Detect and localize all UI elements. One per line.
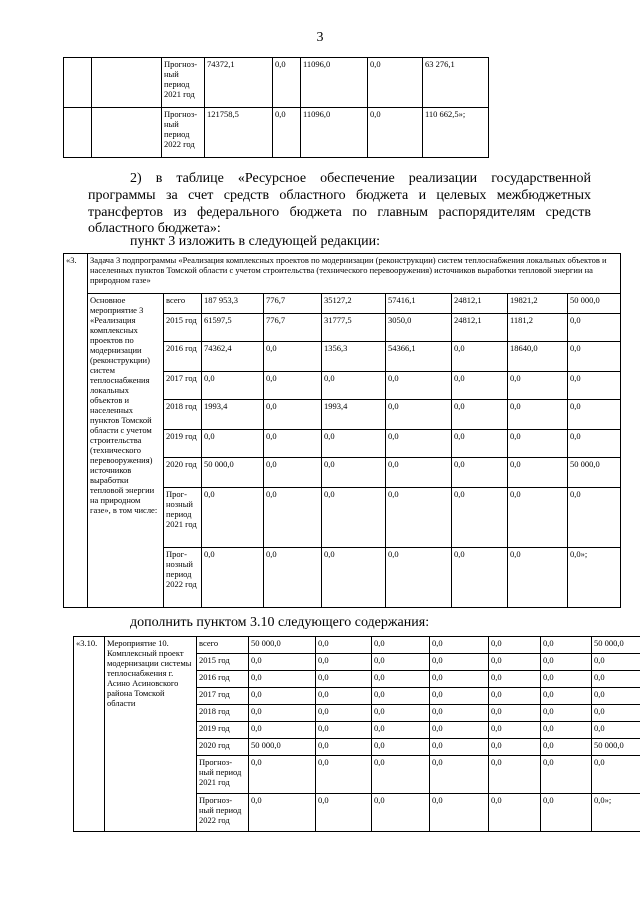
value-cell: 0,0 [368,58,423,108]
value-cell: 0,0 [489,722,541,739]
value-cell: 0,0 [202,548,264,608]
value-cell: 0,0 [592,756,640,794]
period-cell: 2015 год [164,314,202,342]
table-row [64,294,621,314]
value-cell: 0,0 [386,548,452,608]
value-cell: 0,0 [489,688,541,705]
value-cell: 11096,0 [301,108,368,158]
value-cell: 0,0 [202,430,264,458]
value-cell: 0,0 [592,722,640,739]
value-cell: 0,0 [452,458,508,488]
value-cell: 50 000,0 [592,739,640,756]
value-cell: 0,0 [508,548,568,608]
value-cell: 0,0 [372,671,430,688]
value-cell: 0,0 [541,688,592,705]
value-cell: 50 000,0 [568,458,621,488]
value-cell: 0,0 [489,739,541,756]
value-cell: 0,0 [568,342,621,372]
value-cell: 0,0 [316,688,372,705]
period-cell: Прогноз-ный период 2022 год [162,108,205,158]
value-cell: 0,0 [386,372,452,400]
value-cell: 50 000,0 [568,294,621,314]
value-cell: 0,0 [489,654,541,671]
value-cell: 24812,1 [452,294,508,314]
value-cell: 776,7 [264,314,322,342]
value-cell: 0,0 [541,739,592,756]
value-cell: 0,0 [541,654,592,671]
value-cell: 0,0 [372,637,430,654]
value-cell: 0,0»; [568,548,621,608]
value-cell: 0,0 [430,654,489,671]
value-cell: 0,0 [568,488,621,548]
value-cell: 0,0 [316,739,372,756]
period-cell: 2019 год [164,430,202,458]
value-cell: 0,0 [249,705,316,722]
value-cell: 0,0 [264,400,322,430]
period-cell: 2020 год [197,739,249,756]
value-cell: 63 276,1 [423,58,489,108]
table-point-3-10 [73,636,640,832]
value-cell: 24812,1 [452,314,508,342]
value-cell: 0,0 [202,372,264,400]
value-cell: 0,0 [592,688,640,705]
value-cell: 0,0 [508,488,568,548]
value-cell: 35127,2 [322,294,386,314]
value-cell: 0,0 [452,488,508,548]
value-cell: 0,0 [316,705,372,722]
value-cell: 0,0 [430,671,489,688]
value-cell: 0,0 [430,637,489,654]
value-cell: 0,0 [322,458,386,488]
value-cell: 0,0 [368,108,423,158]
value-cell: 0,0 [568,430,621,458]
value-cell: 0,0 [386,458,452,488]
value-cell: 0,0 [568,314,621,342]
value-cell: 0,0 [249,654,316,671]
value-cell: 0,0 [508,458,568,488]
value-cell: 0,0 [430,794,489,832]
value-cell: 0,0 [592,654,640,671]
value-cell: 0,0 [430,756,489,794]
value-cell: 0,0 [541,671,592,688]
value-cell: 0,0 [316,722,372,739]
value-cell: 0,0 [452,430,508,458]
value-cell: 0,0 [322,430,386,458]
value-cell: 0,0 [316,756,372,794]
value-cell: 0,0 [568,372,621,400]
value-cell: 0,0 [372,688,430,705]
value-cell: 0,0 [273,108,301,158]
period-cell: 2017 год [197,688,249,705]
value-cell: 0,0 [386,430,452,458]
value-cell: 0,0 [489,794,541,832]
value-cell: 0,0 [541,756,592,794]
value-cell: 0,0 [568,400,621,430]
period-cell: Прогноз-ный период 2021 год [197,756,249,794]
value-cell: 19821,2 [508,294,568,314]
value-cell: 0,0 [489,705,541,722]
table-point-3 [63,253,621,608]
value-cell: 0,0 [386,488,452,548]
table-row [64,108,489,158]
period-cell: 2016 год [197,671,249,688]
period-cell: Прогноз-ный период 2022 год [197,794,249,832]
task-title: Задача 3 подпрограммы «Реализация комплексных проектов по модернизации (реконструкции) систем теплоснабжения локальных объектов и населенных пунктов Томской области с учетом строительства (технического перевооружения) источников выработки тепловой энергии на природном газе» [88,254,621,294]
value-cell: 0,0 [316,671,372,688]
period-cell: Прог-нозный период 2021 год [164,488,202,548]
top-table [63,57,489,158]
value-cell: 0,0 [249,688,316,705]
value-cell: 1181,2 [508,314,568,342]
item-number: «3.10. [74,637,105,832]
value-cell: 0,0 [264,548,322,608]
paragraph-amendment-2: 2) в таблице «Ресурсное обеспечение реализации государственной программы за счет средств областного бюджета и целевых межбюджетных трансфертов из федерального бюджета по главным распорядителям средств областного бюджета»: [88,171,591,237]
value-cell: 0,0 [316,637,372,654]
period-cell: 2018 год [164,400,202,430]
value-cell: 0,0 [372,739,430,756]
value-cell: 0,0 [372,654,430,671]
value-cell: 0,0 [508,430,568,458]
value-cell: 0,0 [264,458,322,488]
value-cell: 776,7 [264,294,322,314]
value-cell: 0,0 [541,637,592,654]
period-cell: 2018 год [197,705,249,722]
value-cell: 50 000,0 [249,739,316,756]
value-cell: 0,0 [592,671,640,688]
value-cell: 0,0 [489,637,541,654]
value-cell: 121758,5 [205,108,273,158]
value-cell: 0,0 [316,654,372,671]
value-cell: 0,0 [452,400,508,430]
value-cell: 0,0 [452,372,508,400]
value-cell: 0,0 [372,722,430,739]
value-cell: 0,0 [541,794,592,832]
value-cell: 0,0 [372,756,430,794]
value-cell: 0,0 [249,756,316,794]
value-cell: 0,0 [322,548,386,608]
instruction-line-2: дополнить пунктом 3.10 следующего содержания: [130,615,430,630]
activity-title: Основное мероприятие 3 «Реализация комплексных проектов по модернизации (реконструкции) систем теплоснабжения локальных объектов и населенных пунктов Томской области с учетом строительства (технического перевооружения) источников выработки тепловой энергии на природном газе», в том числе: [88,294,164,608]
value-cell: 0,0 [489,671,541,688]
period-cell: всего [197,637,249,654]
value-cell: 0,0 [264,342,322,372]
value-cell: 0,0 [592,705,640,722]
table-row [64,58,489,108]
value-cell: 0,0 [430,688,489,705]
value-cell: 0,0 [508,372,568,400]
value-cell: 0,0 [430,739,489,756]
value-cell: 0,0 [452,342,508,372]
value-cell: 0,0 [322,488,386,548]
activity-title: Мероприятие 10. Комплексный проект модернизации системы теплоснабжения г. Асино Асиновского района Томской области [105,637,197,832]
value-cell: 31777,5 [322,314,386,342]
period-cell: Прогноз-ный период 2021 год [162,58,205,108]
value-cell: 3050,0 [386,314,452,342]
value-cell: 50 000,0 [202,458,264,488]
value-cell: 0,0 [316,794,372,832]
value-cell: 0,0 [249,671,316,688]
value-cell: 0,0 [264,430,322,458]
value-cell: 0,0 [372,794,430,832]
value-cell: 1993,4 [202,400,264,430]
page-number: 3 [316,30,324,45]
value-cell: 74362,4 [202,342,264,372]
period-cell: 2020 год [164,458,202,488]
value-cell: 1993,4 [322,400,386,430]
value-cell: 0,0 [541,705,592,722]
instruction-line-1: пункт 3 изложить в следующей редакции: [130,234,380,249]
period-cell: 2017 год [164,372,202,400]
value-cell: 0,0 [372,705,430,722]
period-cell: 2016 год [164,342,202,372]
value-cell: 0,0 [452,548,508,608]
value-cell: 0,0 [249,722,316,739]
value-cell: 11096,0 [301,58,368,108]
value-cell: 57416,1 [386,294,452,314]
value-cell: 110 662,5»; [423,108,489,158]
value-cell: 187 953,3 [202,294,264,314]
value-cell: 0,0 [264,372,322,400]
value-cell: 0,0 [508,400,568,430]
value-cell: 1356,3 [322,342,386,372]
value-cell: 50 000,0 [249,637,316,654]
value-cell: 0,0 [249,794,316,832]
value-cell: 54366,1 [386,342,452,372]
value-cell: 0,0 [430,705,489,722]
value-cell: 74372,1 [205,58,273,108]
value-cell: 18640,0 [508,342,568,372]
value-cell: 0,0 [264,488,322,548]
value-cell: 0,0 [489,756,541,794]
period-cell: всего [164,294,202,314]
value-cell: 0,0 [430,722,489,739]
table-row [74,637,640,654]
value-cell: 0,0 [322,372,386,400]
value-cell: 0,0 [273,58,301,108]
period-cell: 2015 год [197,654,249,671]
period-cell: 2019 год [197,722,249,739]
value-cell: 50 000,0 [592,637,640,654]
value-cell: 0,0 [386,400,452,430]
period-cell: Прог-нозный период 2022 год [164,548,202,608]
value-cell: 0,0»; [592,794,640,832]
value-cell: 61597,5 [202,314,264,342]
value-cell: 0,0 [541,722,592,739]
item-number: «3. [64,254,88,608]
value-cell: 0,0 [202,488,264,548]
